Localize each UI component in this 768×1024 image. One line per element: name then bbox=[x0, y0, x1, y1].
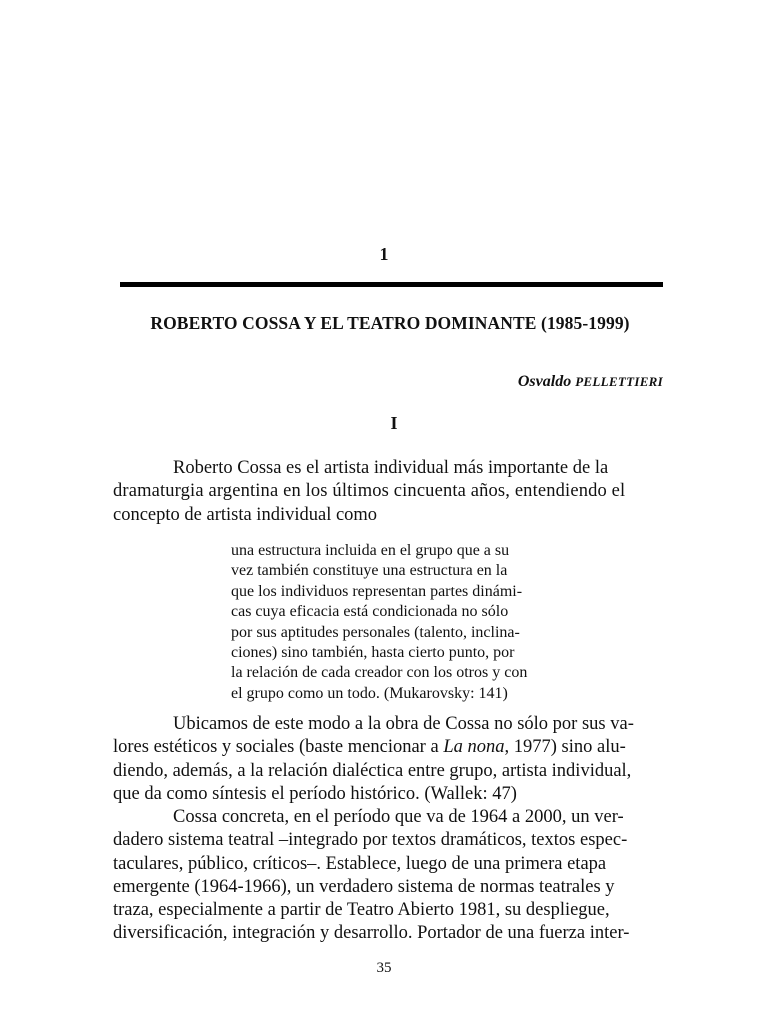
quote-line: por sus aptitudes personales (talento, inclina- bbox=[231, 623, 520, 641]
author-last-name: PELLETTIERI bbox=[575, 374, 663, 389]
work-title: La nona bbox=[443, 737, 505, 758]
text-line: emergente (1964-1966), un verdadero sistema de normas teatrales y bbox=[113, 876, 615, 897]
paragraph-2 bbox=[113, 713, 681, 806]
quote-line: vez también constituye una estructura en la bbox=[231, 562, 508, 580]
quote-line: una estructura incluida en el grupo que a su bbox=[231, 542, 510, 559]
text-line: diversificación, integración y desarrollo. Portador de una fuerza inter- bbox=[113, 923, 630, 944]
section-heading: I bbox=[390, 413, 398, 433]
quote-line: el grupo como un todo. (Mukarovsky: 141) bbox=[231, 684, 508, 702]
text-line: Ubicamos de este modo a la obra de Cossa no sólo por sus va- bbox=[173, 714, 634, 734]
paragraph-1 bbox=[113, 457, 681, 527]
chapter-title: ROBERTO COSSA Y EL TEATRO DOMINANTE (1985-1999) bbox=[150, 313, 630, 333]
text-line: taculares, público, críticos–. Establece, luego de una primera etapa bbox=[113, 853, 607, 874]
author-first-name: Osvaldo bbox=[517, 373, 572, 390]
chapter-number: 1 bbox=[379, 244, 389, 264]
text-line: concepto de artista individual como bbox=[113, 504, 378, 525]
page-number: 35 bbox=[376, 960, 392, 976]
text-line: diendo, además, a la relación dialéctica entre grupo, artista individual, bbox=[113, 760, 632, 781]
text-line: dramaturgia argentina en los últimos cincuenta años, entendiendo el bbox=[113, 481, 626, 502]
text-line: Roberto Cossa es el artista individual más importante de la bbox=[173, 458, 609, 478]
text-span: lores estéticos y sociales (baste mencionar a bbox=[113, 737, 444, 758]
text-line: que da como síntesis el período histórico. (Wallek: 47) bbox=[113, 783, 517, 804]
text-line: dadero sistema teatral –integrado por textos dramáticos, textos espec- bbox=[113, 830, 628, 851]
quote-line: la relación de cada creador con los otros y con bbox=[231, 664, 528, 682]
quote-line: ciones) sino también, hasta cierto punto, por bbox=[231, 644, 515, 662]
text-span: , 1977) sino alu- bbox=[504, 737, 626, 758]
quote-line: cas cuya eficacia está condicionada no sólo bbox=[231, 603, 509, 621]
text-line bbox=[113, 736, 681, 759]
text-line: Cossa concreta, en el período que va de 1964 a 2000, un ver- bbox=[173, 807, 624, 827]
quote-line: que los individuos representan partes dinámi- bbox=[231, 582, 523, 600]
block-quote bbox=[231, 541, 585, 704]
text-line: traza, especialmente a partir de Teatro Abierto 1981, su despliegue, bbox=[113, 900, 610, 921]
horizontal-rule bbox=[120, 282, 663, 287]
paragraph-3 bbox=[113, 806, 681, 946]
author-name bbox=[518, 373, 663, 391]
